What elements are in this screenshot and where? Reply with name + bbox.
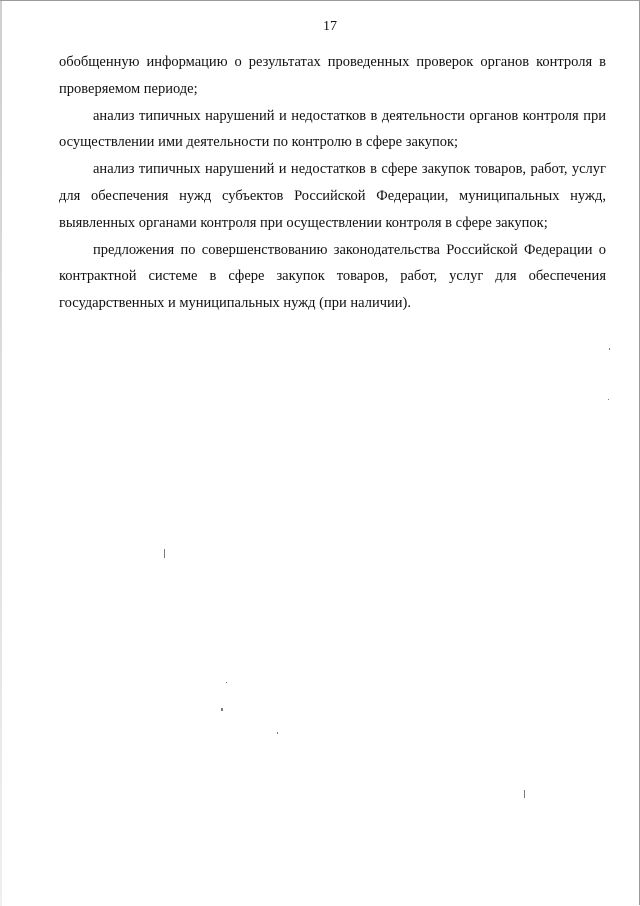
document-body — [59, 49, 606, 317]
scan-speck — [221, 708, 223, 711]
paragraph-legislation-proposals: предложения по совершенствованию законодательства Российской Федерации о контрактной системе в сфере закупок товаров, работ, услуг для обеспечения государственных и муниципальных нужд (при наличии). — [59, 241, 606, 312]
scan-speck — [226, 682, 227, 683]
scan-speck — [277, 732, 278, 734]
scan-edge-shadow — [0, 1, 2, 906]
scan-speck — [164, 549, 165, 558]
scan-speck — [609, 348, 610, 350]
paragraph-summary-results: обобщенную информацию о результатах проведенных проверок органов контроля в проверяемом периоде; — [59, 54, 606, 97]
scan-speck — [524, 790, 525, 798]
scan-speck — [608, 399, 609, 400]
paragraph-analysis-control-bodies: анализ типичных нарушений и недостатков в деятельности органов контроля при осуществлении ими деятельности по контролю в сфере закупок; — [59, 107, 606, 151]
page-number: 17 — [323, 19, 337, 34]
paragraph-analysis-procurement-violations: анализ типичных нарушений и недостатков в сфере закупок товаров, работ, услуг для обеспечения нужд субъектов Российской Федерации, муниципальных нужд, выявленных органами контроля при осуществлении контроля в сфере закупок; — [59, 161, 606, 231]
